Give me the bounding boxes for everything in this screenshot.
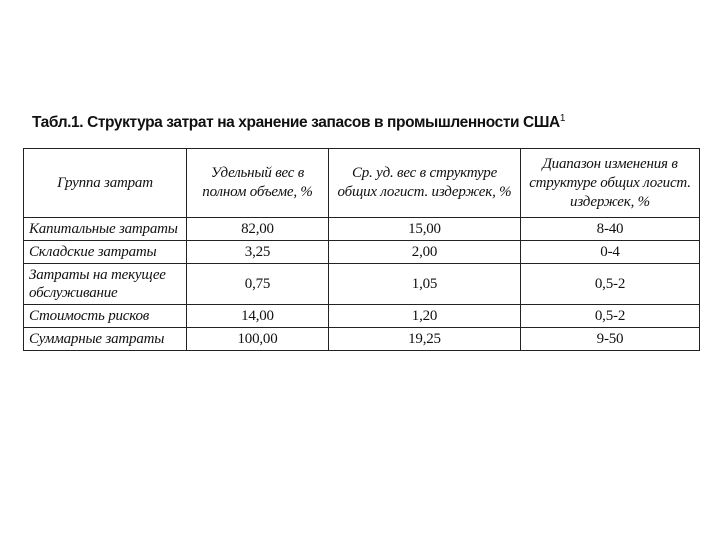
row-label: Затраты на текущее обслуживание <box>24 264 187 305</box>
cell-share-total: 0,75 <box>187 264 329 305</box>
table-title-text: Табл.1. Структура затрат на хранение запасов в промышленности США <box>32 114 560 131</box>
cost-structure-table <box>23 148 700 351</box>
table-row <box>24 264 700 305</box>
row-label: Капитальные затраты <box>24 218 187 241</box>
cell-range: 8-40 <box>521 218 700 241</box>
table-header-row <box>24 149 700 218</box>
header-share-total: Удельный вес в полном объеме, % <box>187 149 329 218</box>
header-avg-share-logistics: Ср. уд. вес в структуре общих логист. издержек, % <box>329 149 521 218</box>
cell-share-total: 14,00 <box>187 305 329 328</box>
cell-share-total: 100,00 <box>187 328 329 351</box>
table-title <box>32 114 712 132</box>
cell-avg-share: 2,00 <box>329 241 521 264</box>
cell-range: 0-4 <box>521 241 700 264</box>
row-label: Складские затраты <box>24 241 187 264</box>
table-row <box>24 328 700 351</box>
row-label: Стоимость рисков <box>24 305 187 328</box>
cell-avg-share: 1,20 <box>329 305 521 328</box>
cell-range: 9-50 <box>521 328 700 351</box>
row-label: Суммарные затраты <box>24 328 187 351</box>
table-row <box>24 305 700 328</box>
cell-range: 0,5-2 <box>521 264 700 305</box>
table-row <box>24 241 700 264</box>
cell-share-total: 82,00 <box>187 218 329 241</box>
cell-avg-share: 15,00 <box>329 218 521 241</box>
title-footnote-mark: 1 <box>559 112 565 124</box>
header-range-logistics: Диапазон изменения в структуре общих логист. издержек, % <box>521 149 700 218</box>
cell-share-total: 3,25 <box>187 241 329 264</box>
table-row <box>24 218 700 241</box>
cell-avg-share: 1,05 <box>329 264 521 305</box>
header-cost-group: Группа затрат <box>24 149 187 218</box>
cell-range: 0,5-2 <box>521 305 700 328</box>
cell-avg-share: 19,25 <box>329 328 521 351</box>
